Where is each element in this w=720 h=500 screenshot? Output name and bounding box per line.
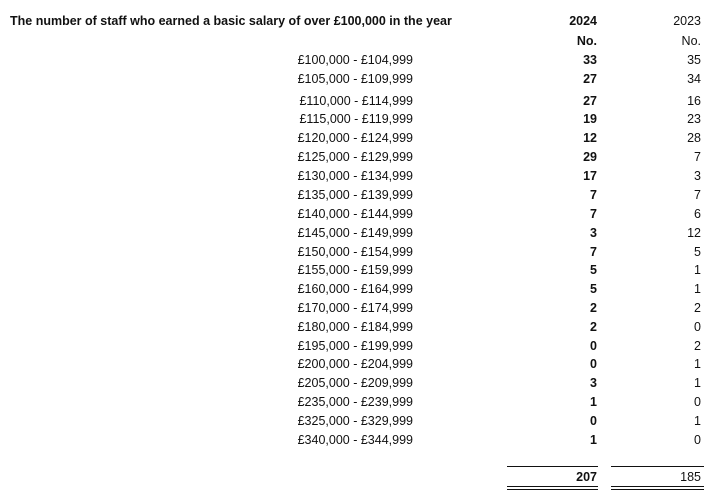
table-row bbox=[0, 188, 720, 206]
count-2023: 6 bbox=[694, 207, 701, 221]
salary-band-label: £340,000 - £344,999 bbox=[297, 433, 413, 447]
table-row bbox=[0, 395, 720, 413]
header-unit-2024: No. bbox=[576, 34, 597, 48]
table-row bbox=[0, 226, 720, 244]
salary-band-label: £115,000 - £119,999 bbox=[299, 112, 413, 126]
count-2023: 28 bbox=[687, 131, 701, 145]
salary-band-label: £325,000 - £329,999 bbox=[297, 414, 413, 428]
table-row bbox=[0, 433, 720, 451]
count-2024: 0 bbox=[590, 339, 597, 353]
salary-band-label: £105,000 - £109,999 bbox=[297, 72, 413, 86]
salary-band-label: £110,000 - £114,999 bbox=[299, 94, 413, 108]
count-2024: 1 bbox=[590, 395, 597, 409]
count-2023: 0 bbox=[694, 320, 701, 334]
total-2023: 185 bbox=[680, 470, 701, 484]
count-2023: 7 bbox=[694, 188, 701, 202]
table-row bbox=[0, 131, 720, 149]
count-2024: 0 bbox=[590, 357, 597, 371]
count-2023: 3 bbox=[694, 169, 701, 183]
count-2024: 29 bbox=[583, 150, 597, 164]
total-rule-top-2024 bbox=[507, 466, 598, 467]
count-2023: 7 bbox=[694, 150, 701, 164]
salary-band-label: £135,000 - £139,999 bbox=[297, 188, 413, 202]
count-2023: 1 bbox=[694, 282, 701, 296]
table-row bbox=[0, 320, 720, 338]
table-row bbox=[0, 53, 720, 71]
salary-band-label: £125,000 - £129,999 bbox=[297, 150, 413, 164]
count-2024: 33 bbox=[583, 53, 597, 67]
salary-band-label: £205,000 - £209,999 bbox=[297, 376, 413, 390]
salary-band-label: £150,000 - £154,999 bbox=[297, 245, 413, 259]
count-2023: 16 bbox=[687, 94, 701, 108]
count-2024: 2 bbox=[590, 301, 597, 315]
count-2023: 1 bbox=[694, 376, 701, 390]
count-2024: 7 bbox=[590, 207, 597, 221]
table-row bbox=[0, 376, 720, 394]
count-2023: 0 bbox=[694, 395, 701, 409]
table-row bbox=[0, 357, 720, 375]
table-row bbox=[0, 282, 720, 300]
count-2023: 2 bbox=[694, 301, 701, 315]
count-2024: 1 bbox=[590, 433, 597, 447]
header-year-2024: 2024 bbox=[569, 14, 597, 28]
salary-band-label: £180,000 - £184,999 bbox=[297, 320, 413, 334]
count-2024: 17 bbox=[583, 169, 597, 183]
salary-band-label: £100,000 - £104,999 bbox=[297, 53, 413, 67]
total-2024: 207 bbox=[576, 470, 597, 484]
salary-band-label: £160,000 - £164,999 bbox=[297, 282, 413, 296]
total-rule-bottom-2023-b bbox=[611, 489, 704, 490]
count-2024: 3 bbox=[590, 376, 597, 390]
table-row bbox=[0, 301, 720, 319]
count-2024: 27 bbox=[583, 72, 597, 86]
count-2024: 5 bbox=[590, 263, 597, 277]
total-rule-bottom-2024-a bbox=[507, 486, 598, 487]
count-2024: 27 bbox=[583, 94, 597, 108]
count-2023: 1 bbox=[694, 357, 701, 371]
count-2023: 1 bbox=[694, 263, 701, 277]
total-rule-bottom-2024-b bbox=[507, 489, 598, 490]
page-title: The number of staff who earned a basic salary of over £100,000 in the year bbox=[10, 14, 452, 28]
count-2023: 2 bbox=[694, 339, 701, 353]
salary-band-label: £235,000 - £239,999 bbox=[297, 395, 413, 409]
salary-band-label: £170,000 - £174,999 bbox=[297, 301, 413, 315]
table-row bbox=[0, 245, 720, 263]
count-2024: 0 bbox=[590, 414, 597, 428]
table-row bbox=[0, 94, 720, 112]
count-2023: 34 bbox=[687, 72, 701, 86]
table-row bbox=[0, 150, 720, 168]
salary-band-label: £140,000 - £144,999 bbox=[297, 207, 413, 221]
salary-band-label: £130,000 - £134,999 bbox=[297, 169, 413, 183]
table-row bbox=[0, 112, 720, 130]
salary-band-label: £120,000 - £124,999 bbox=[297, 131, 413, 145]
table-row bbox=[0, 339, 720, 357]
table-row bbox=[0, 169, 720, 187]
count-2024: 3 bbox=[590, 226, 597, 240]
count-2024: 7 bbox=[590, 188, 597, 202]
header-unit-2023: No. bbox=[681, 34, 701, 48]
count-2023: 5 bbox=[694, 245, 701, 259]
table-row bbox=[0, 207, 720, 225]
count-2023: 23 bbox=[687, 112, 701, 126]
salary-band-label: £195,000 - £199,999 bbox=[297, 339, 413, 353]
count-2024: 5 bbox=[590, 282, 597, 296]
table-row bbox=[0, 414, 720, 432]
header-year-2023: 2023 bbox=[673, 14, 701, 28]
total-rule-bottom-2023-a bbox=[611, 486, 704, 487]
count-2023: 12 bbox=[687, 226, 701, 240]
table-row bbox=[0, 72, 720, 90]
count-2024: 2 bbox=[590, 320, 597, 334]
total-rule-top-2023 bbox=[611, 466, 704, 467]
count-2024: 12 bbox=[583, 131, 597, 145]
salary-band-label: £155,000 - £159,999 bbox=[297, 263, 413, 277]
table-row bbox=[0, 263, 720, 281]
salary-band-label: £145,000 - £149,999 bbox=[297, 226, 413, 240]
count-2024: 19 bbox=[583, 112, 597, 126]
count-2023: 0 bbox=[694, 433, 701, 447]
salary-band-label: £200,000 - £204,999 bbox=[297, 357, 413, 371]
count-2023: 1 bbox=[694, 414, 701, 428]
count-2024: 7 bbox=[590, 245, 597, 259]
count-2023: 35 bbox=[687, 53, 701, 67]
